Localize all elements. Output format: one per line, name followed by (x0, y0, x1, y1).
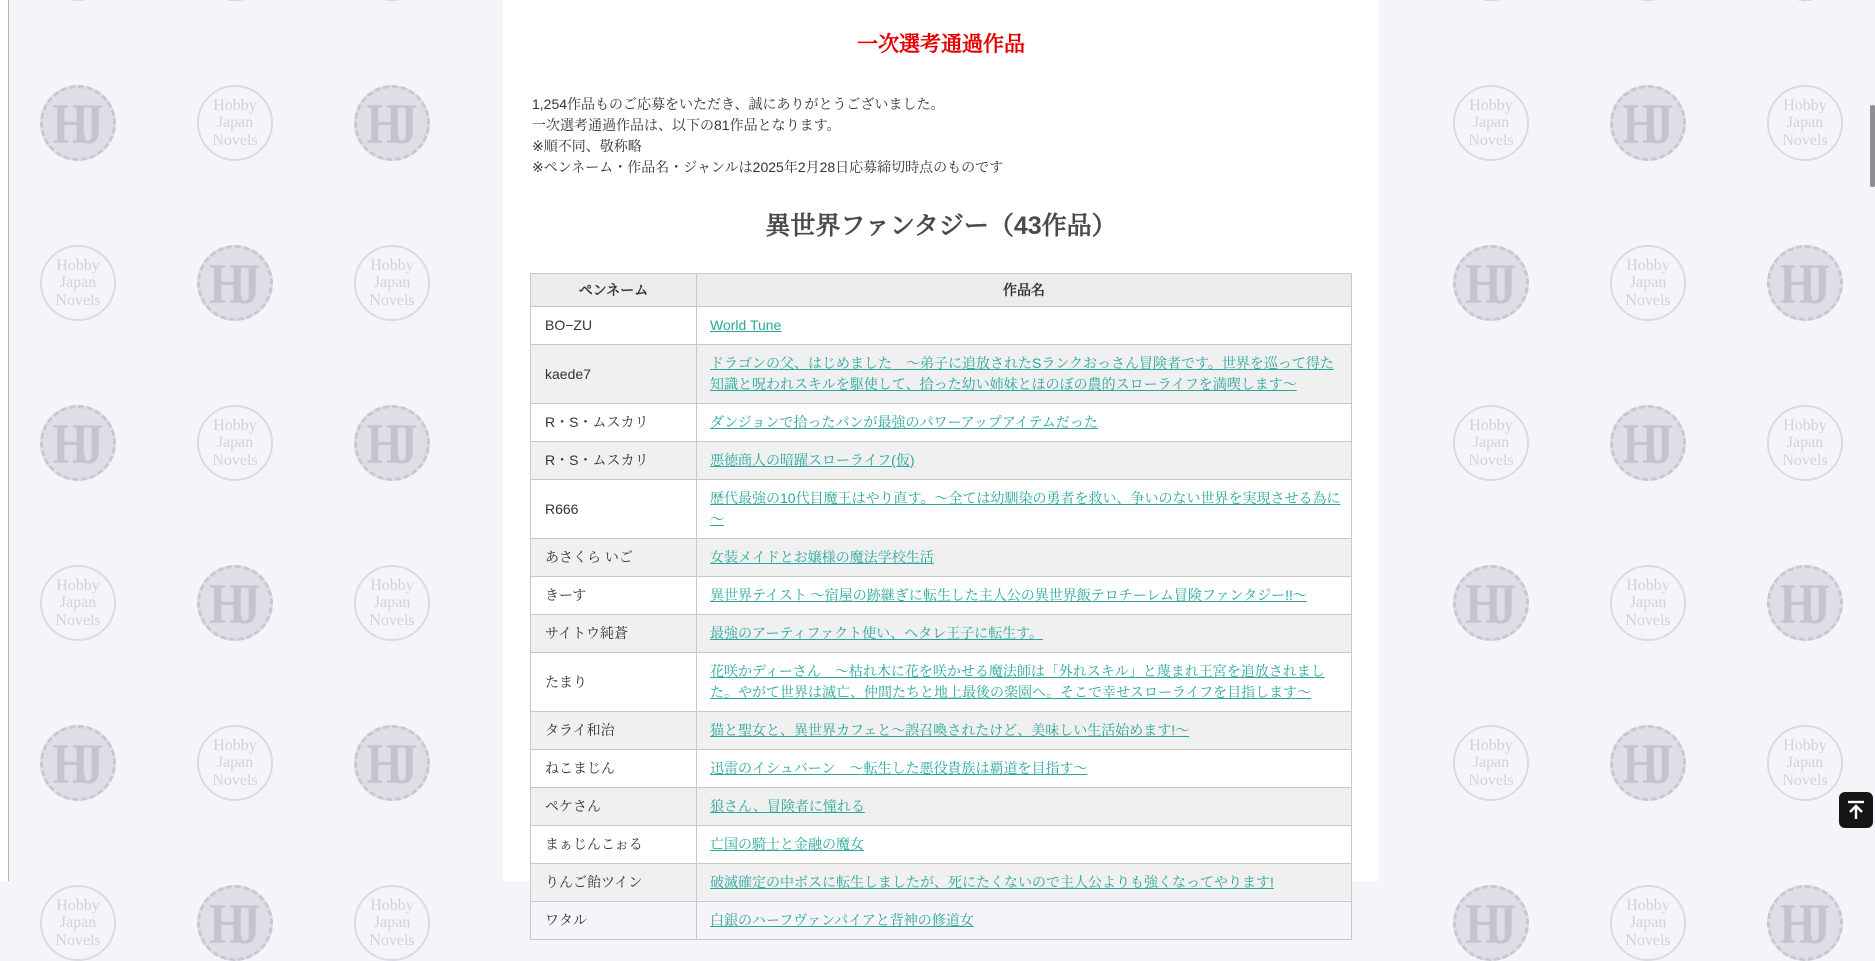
hj-monogram-stamp: HJ (1767, 885, 1843, 961)
pen-name-cell: ペケさん (531, 788, 697, 826)
hobby-japan-novels-stamp: Hobby Japan Novels (1767, 85, 1843, 161)
pen-name-cell: タライ和治 (531, 712, 697, 750)
hobby-japan-novels-stamp: Hobby Japan Novels (197, 725, 273, 801)
intro-paragraph (532, 94, 1352, 178)
table-row (531, 712, 1352, 750)
hj-monogram-stamp: HJ (1610, 405, 1686, 481)
hj-monogram-stamp: HJ (197, 245, 273, 321)
table-row (531, 750, 1352, 788)
pen-name-cell: サイトウ純蒼 (531, 615, 697, 653)
pen-name-cell: ねこまじん (531, 750, 697, 788)
hobby-japan-novels-stamp: Hobby Japan Novels (197, 85, 273, 161)
page-title: 一次選考通過作品 (857, 33, 1025, 56)
hj-monogram-stamp: HJ (40, 85, 116, 161)
table-header-row (531, 274, 1352, 307)
pen-name-cell: R666 (531, 480, 697, 539)
hobby-japan-novels-stamp: Hobby Japan Novels (1453, 725, 1529, 801)
hj-monogram-stamp: HJ (1453, 565, 1529, 641)
pen-name-cell: BO−ZU (531, 307, 697, 345)
pen-name-cell: りんご飴ツイン (531, 864, 697, 902)
table-row (531, 615, 1352, 653)
hobby-japan-novels-stamp: Hobby Japan Novels (1610, 565, 1686, 641)
work-title-link[interactable]: 女装メイドとお嬢様の魔法学校生活 (710, 549, 934, 565)
work-title-link[interactable]: 異世界テイスト ～宿屋の跡継ぎに転生した主人公の異世界飯テロチーレム冒険ファンタジー!!～ (710, 587, 1307, 603)
work-title-link[interactable]: 亡国の騎士と金融の魔女 (710, 836, 864, 852)
work-title-link[interactable]: 破滅確定の中ボスに転生しましたが、死にたくないので主人公よりも強くなってやります! (710, 874, 1274, 890)
hobby-japan-novels-stamp: Hobby Japan Novels (1610, 885, 1686, 961)
pen-name-cell: きーす (531, 577, 697, 615)
pen-name-cell: あさくら いご (531, 539, 697, 577)
table-row (531, 480, 1352, 539)
hj-monogram-stamp: HJ (354, 725, 430, 801)
intro-line: ※ペンネーム・作品名・ジャンルは2025年2月28日応募締切時点のものです (532, 159, 1004, 175)
hj-monogram-stamp: HJ (40, 725, 116, 801)
work-title-cell (697, 442, 1352, 480)
table-row (531, 864, 1352, 902)
work-title-link[interactable]: 迅雷のイシュバーン ～転生した悪役貴族は覇道を目指す～ (710, 760, 1088, 776)
hj-monogram-stamp: HJ (354, 405, 430, 481)
work-title-link[interactable]: 花咲かディーさん ～枯れ木に花を咲かせる魔法師は「外れスキル」と蔑まれ王宮を追放されました。やがて世界は滅亡、仲間たちと地上最後の楽園へ。そこで幸せスローライフを目指します～ (710, 663, 1325, 700)
hj-monogram-stamp (1767, 0, 1843, 1)
work-title-link[interactable]: 白銀のハーフヴァンパイアと背神の修道女 (710, 912, 974, 928)
hj-monogram-stamp (1453, 0, 1529, 1)
hj-monogram-stamp: HJ (197, 565, 273, 641)
hobby-japan-novels-stamp: Hobby Japan Novels (1767, 405, 1843, 481)
results-table (530, 273, 1352, 940)
hobby-japan-novels-stamp: Hobby Japan Novels (40, 565, 116, 641)
table-row (531, 902, 1352, 940)
work-title-cell (697, 826, 1352, 864)
hj-monogram-stamp: HJ (197, 885, 273, 961)
left-page-edge (0, 0, 9, 881)
hj-monogram-stamp: HJ (1610, 85, 1686, 161)
hobby-japan-novels-stamp: Hobby Japan Novels (354, 245, 430, 321)
pen-name-cell: まぁじんこぉる (531, 826, 697, 864)
work-title-link[interactable]: ダンジョンで拾ったパンが最強のパワーアップアイテムだった (710, 414, 1098, 430)
work-title-link[interactable]: 歴代最強の10代目魔王はやり直す。～全ては幼馴染の勇者を救い、争いのない世界を実現させる為に～ (710, 490, 1341, 527)
hobby-japan-novels-stamp: Hobby Japan Novels (1453, 85, 1529, 161)
section-heading: 異世界ファンタジー（43作品） (765, 212, 1117, 240)
work-title-cell (697, 653, 1352, 712)
scroll-to-top-button[interactable] (1839, 792, 1873, 828)
hj-monogram-stamp: HJ (1610, 725, 1686, 801)
work-title-header: 作品名 (697, 274, 1352, 307)
pen-name-cell: たまり (531, 653, 697, 712)
work-title-cell (697, 788, 1352, 826)
table-row (531, 788, 1352, 826)
work-title-cell (697, 750, 1352, 788)
scroll-to-top-icon (1845, 798, 1867, 822)
work-title-cell (697, 404, 1352, 442)
hobby-japan-novels-stamp: Hobby Japan Novels (354, 565, 430, 641)
work-title-cell (697, 577, 1352, 615)
work-title-cell (697, 864, 1352, 902)
work-title-link[interactable]: 最強のアーティファクト使い、ヘタレ王子に転生す。 (710, 625, 1044, 641)
hj-monogram-stamp: HJ (1453, 885, 1529, 961)
work-title-cell (697, 345, 1352, 404)
hj-monogram-stamp: HJ (1767, 565, 1843, 641)
pen-name-cell: kaede7 (531, 345, 697, 404)
table-row (531, 307, 1352, 345)
hobby-japan-novels-stamp: Hobby Japan Novels (1610, 245, 1686, 321)
work-title-cell (697, 480, 1352, 539)
hj-monogram-stamp: HJ (1767, 245, 1843, 321)
work-title-link[interactable]: World Tune (710, 317, 782, 333)
hobby-japan-novels-stamp (40, 0, 116, 1)
pen-name-header: ペンネーム (531, 274, 697, 307)
hj-monogram-stamp (197, 0, 273, 1)
scrollbar-thumb[interactable] (1870, 105, 1875, 187)
work-title-link[interactable]: 猫と聖女と、異世界カフェと～誤召喚されたけど、美味しい生活始めます!～ (710, 722, 1190, 738)
hobby-japan-novels-stamp: Hobby Japan Novels (1767, 725, 1843, 801)
content-column (503, 0, 1379, 928)
table-row (531, 653, 1352, 712)
hobby-japan-novels-stamp: Hobby Japan Novels (197, 405, 273, 481)
hobby-japan-novels-stamp (354, 0, 430, 1)
intro-line: 一次選考通過作品は、以下の81作品となります。 (532, 117, 841, 133)
table-row (531, 577, 1352, 615)
work-title-cell (697, 902, 1352, 940)
pen-name-cell: R・S・ムスカリ (531, 404, 697, 442)
hobby-japan-novels-stamp: Hobby Japan Novels (354, 885, 430, 961)
table-row (531, 345, 1352, 404)
pen-name-cell: R・S・ムスカリ (531, 442, 697, 480)
work-title-cell (697, 615, 1352, 653)
pen-name-cell: ワタル (531, 902, 697, 940)
table-row (531, 442, 1352, 480)
intro-line: 1,254作品ものご応募をいただき、誠にありがとうございました。 (532, 96, 945, 112)
hobby-japan-novels-stamp: Hobby Japan Novels (40, 245, 116, 321)
work-title-link[interactable]: ドラゴンの父、はじめました ～弟子に追放されたSランクおっさん冒険者です。世界を巡って得た知識と呪われスキルを駆使して、拾った幼い姉妹とほのぼの農的スローライフを満喫します～ (710, 355, 1334, 392)
work-title-cell (697, 307, 1352, 345)
work-title-link[interactable]: 狼さん、冒険者に憧れる (710, 798, 865, 814)
work-title-cell (697, 539, 1352, 577)
hj-monogram-stamp: HJ (1453, 245, 1529, 321)
work-title-cell (697, 712, 1352, 750)
hj-monogram-stamp: HJ (354, 85, 430, 161)
hj-monogram-stamp: HJ (40, 405, 116, 481)
work-title-link[interactable]: 悪徳商人の暗躍スローライフ(仮) (710, 452, 915, 468)
table-row (531, 539, 1352, 577)
table-row (531, 404, 1352, 442)
hobby-japan-novels-stamp: Hobby Japan Novels (40, 885, 116, 961)
intro-line: ※順不同、敬称略 (532, 138, 642, 154)
hobby-japan-novels-stamp: Hobby Japan Novels (1453, 405, 1529, 481)
table-row (531, 826, 1352, 864)
hobby-japan-novels-stamp (1610, 0, 1686, 1)
